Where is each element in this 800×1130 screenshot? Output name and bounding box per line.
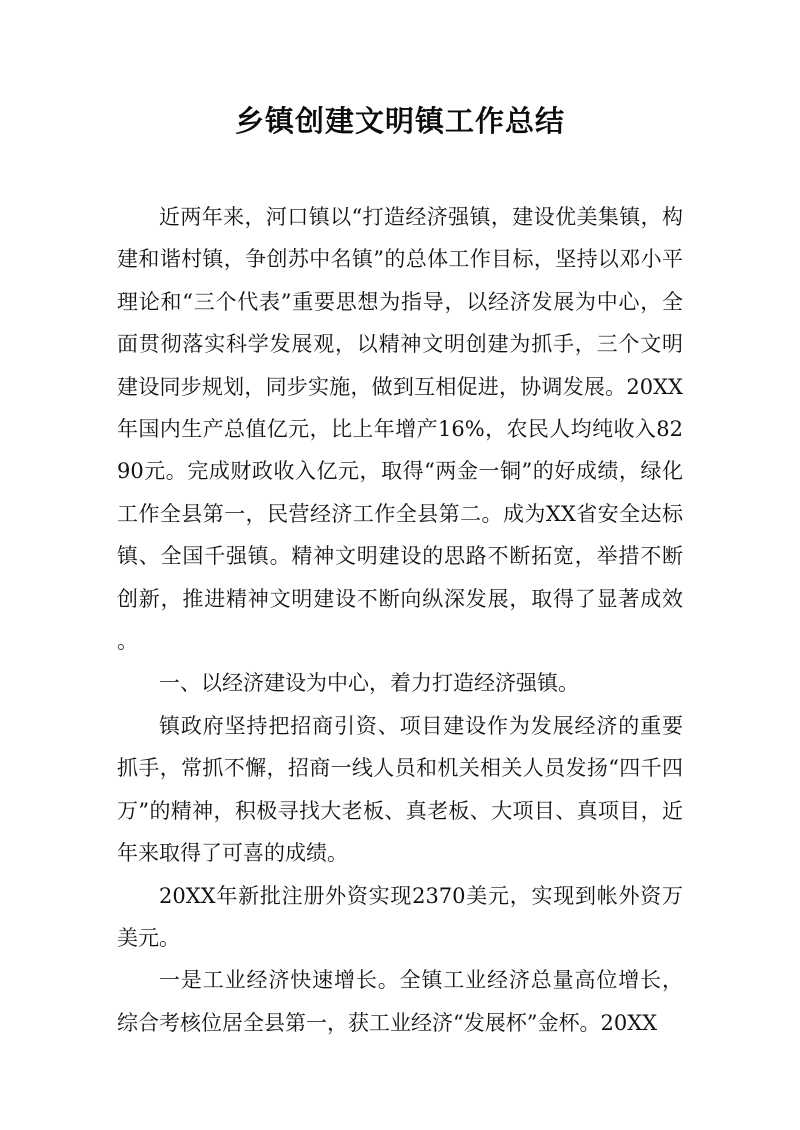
section-heading-economy: 一、以经济建设为中心，着力打造经济强镇。 (159, 671, 579, 696)
paragraph-foreign-capital: 20XX年新批注册外资实现2370美元，实现到帐外资万美元。 (117, 883, 683, 950)
paragraph-investment: 镇政府坚持把招商引资、项目建设作为发展经济的重要抓手，常抓不懈，招商一线人员和机关相关人员发扬“四千四万”的精神，积极寻找大老板、真老板、大项目、真项目，近年来取得了可喜的成绩。 (117, 713, 683, 866)
paragraph-industry: 一是工业经济快速增长。全镇工业经济总量高位增长，综合考核位居全县第一，获工业经济“发展杯”金杯。20XX (117, 968, 683, 1035)
document-title: 乡镇创建文明镇工作总结 (234, 104, 565, 138)
document-body (117, 196, 683, 1044)
paragraph-intro: 近两年来，河口镇以“打造经济强镇，建设优美集镇，构建和谐村镇，争创苏中名镇”的总体工作目标，坚持以邓小平理论和“三个代表”重要思想为指导，以经济发展为中心，全面贯彻落实科学发展观，以精神文明创建为抓手，三个文明建设同步规划，同步实施，做到互相促进，协调发展。20XX年国内生产总值亿元，比上年增产16%，农民人均纯收入8290元。完成财政收入亿元，取得“两金一铜”的好成绩，绿化工作全县第一，民营经济工作全县第二。成为XX省安全达标镇、全国千强镇。精神文明建设的思路不断拓宽，举措不断创新，推进精神文明建设不断向纵深发展，取得了显著成效。 (117, 205, 683, 654)
